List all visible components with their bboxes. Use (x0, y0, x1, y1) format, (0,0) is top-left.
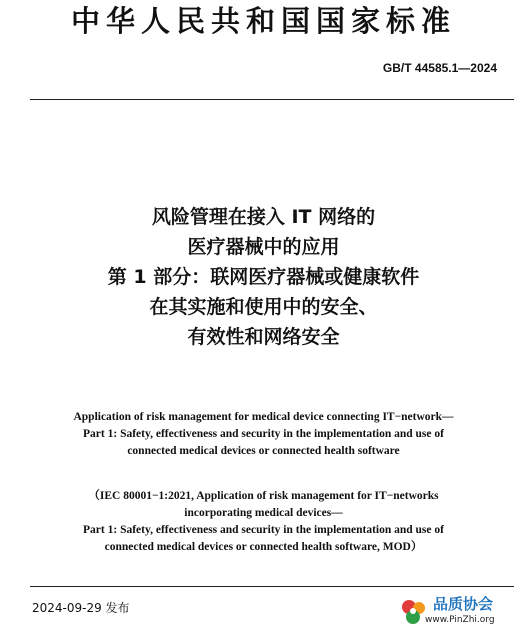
chinese-title-line: 医疗器械中的应用 (187, 236, 340, 258)
english-title-line: Application of risk management for medical device connecting IT−network— (73, 411, 454, 423)
iec-reference-line: incorporating medical devices— (184, 507, 343, 519)
chinese-title-line: 有效性和网络安全 (187, 326, 340, 348)
top-divider (30, 99, 514, 100)
iec-reference-line: connected medical devices or connected health software, MOD） (104, 541, 423, 553)
issue-date: 2024-09-29 发布 (32, 601, 130, 615)
watermark-brand: 品质协会 (433, 595, 494, 613)
english-title-line: Part 1: Safety, effectiveness and security in the implementation and use of (83, 428, 444, 440)
bottom-divider (30, 586, 514, 587)
chinese-title-line: 风险管理在接入 IT 网络的 (151, 206, 376, 228)
english-title (0, 409, 527, 460)
chinese-title-line: 在其实施和使用中的安全、 (149, 296, 378, 318)
national-standard-heading: 中华人民共和国国家标准 (70, 4, 456, 38)
watermark-url: www.PinZhi.org (425, 615, 495, 625)
iec-reference-line: （IEC 80001−1:2021, Application of risk management for IT−networks (88, 490, 439, 502)
english-title-line: connected medical devices or connected health software (127, 445, 400, 457)
iec-reference (0, 488, 527, 556)
chinese-title (0, 202, 527, 352)
chinese-title-line: 第 1 部分：联网医疗器械或健康软件 (107, 266, 420, 288)
watermark (399, 596, 525, 630)
iec-reference-line: Part 1: Safety, effectiveness and security in the implementation and use of (83, 524, 444, 536)
standard-number: GB/T 44585.1—2024 (382, 61, 497, 75)
